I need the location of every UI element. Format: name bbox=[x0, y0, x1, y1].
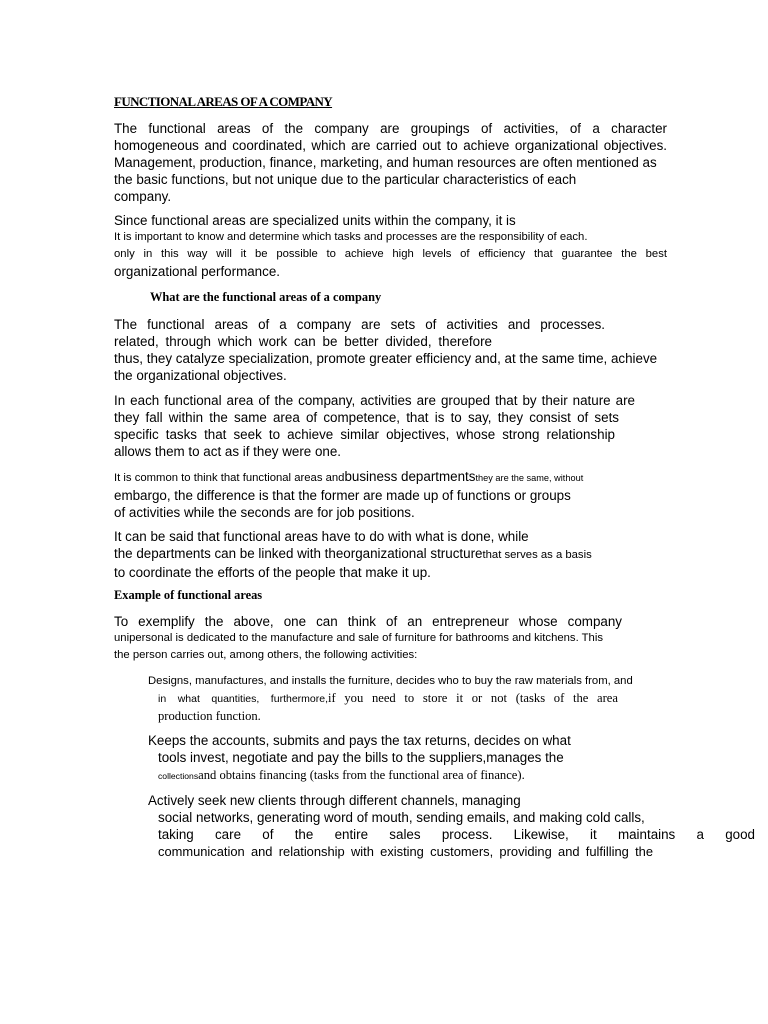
text-line: allows them to act as if they were one. bbox=[114, 444, 342, 459]
text-line: homogeneous and coordinated, which are carried out to achieve organizational objectives. bbox=[114, 138, 667, 153]
text-line: of activities while the seconds are for job positions. bbox=[114, 505, 415, 520]
text-run: that serves as a basis bbox=[482, 549, 592, 561]
text-line bbox=[136, 689, 655, 708]
text-run: business departments bbox=[344, 469, 476, 484]
text-line: Since functional areas are specialized units within the company, it is bbox=[114, 213, 516, 228]
text-run: It is common to think that functional areas and bbox=[114, 472, 345, 484]
text-line: organizational performance. bbox=[114, 264, 280, 279]
text-line: the organizational objectives. bbox=[114, 368, 287, 383]
text-line: thus, they catalyze specialization, promote greater efficiency and, at the same time, achieve bbox=[114, 351, 658, 366]
text-line bbox=[114, 545, 667, 564]
text-line bbox=[136, 673, 655, 689]
text-line: tools invest, negotiate and pay the bills to the suppliers,manages the bbox=[158, 750, 564, 765]
text-run: organizational structure bbox=[343, 546, 483, 561]
paragraph-what-is-done bbox=[114, 528, 667, 581]
text-line: The functional areas of the company are groupings of activities, of a character bbox=[114, 121, 667, 136]
text-line: company. bbox=[114, 189, 172, 204]
text-line: production function. bbox=[158, 709, 261, 723]
text-line: It can be said that functional areas have to do with what is done, while bbox=[114, 529, 529, 544]
paragraph-departments bbox=[114, 468, 667, 521]
text-line: communication and relationship with existing customers, providing and fulfilling the bbox=[158, 844, 653, 859]
text-run: if you need to store it or not (tasks of the area bbox=[328, 691, 618, 705]
section-heading-what-are bbox=[138, 290, 381, 305]
text-line: the person carries out, among others, the following activities: bbox=[114, 649, 418, 661]
document-title: FUNCTIONAL AREAS OF A COMPANY bbox=[114, 94, 333, 109]
text-line: to coordinate the efforts of the people that make it up. bbox=[114, 565, 431, 580]
text-line bbox=[136, 732, 655, 749]
section-heading-example: Example of functional areas bbox=[114, 588, 263, 602]
bullet-item-marketing bbox=[136, 792, 755, 860]
text-line: unipersonal is dedicated to the manufacture and sale of furniture for bathrooms and kitchens. This bbox=[114, 632, 603, 644]
text-line bbox=[136, 792, 655, 809]
text-run: Actively seek new clients through different channels, managing bbox=[148, 793, 521, 808]
text-run: in what quantities, furthermore, bbox=[158, 693, 328, 705]
text-run: Keeps the accounts, submits and pays the tax returns, decides on what bbox=[148, 733, 571, 748]
text-line: specific tasks that seek to achieve similar objectives, whose strong relationship bbox=[114, 427, 615, 442]
text-line: social networks, generating word of mouth, sending emails, and making cold calls, bbox=[158, 810, 645, 825]
paragraph-intro bbox=[114, 120, 667, 205]
paragraph-grouped-activities bbox=[114, 392, 667, 460]
bullet-item-finance bbox=[136, 732, 655, 785]
text-line: only in this way will it be possible to achieve high levels of efficiency that guarantee the best bbox=[114, 248, 667, 260]
text-line: taking care of the entire sales process. Likewise, it maintains a good bbox=[158, 827, 755, 842]
text-line: In each functional area of the company, activities are grouped that by their nature are bbox=[114, 393, 635, 408]
text-run: they are the same, without bbox=[475, 473, 584, 483]
heading-text: What are the functional areas of a company bbox=[150, 290, 382, 304]
text-run: Designs, manufactures, and installs the furniture, decides who to buy the raw materials from, and bbox=[148, 675, 633, 687]
text-line bbox=[136, 766, 655, 785]
text-run: and obtains financing (tasks from the functional area of finance). bbox=[198, 768, 525, 782]
paragraph-example-intro bbox=[114, 613, 667, 664]
text-line: embargo, the difference is that the former are made up of functions or groups bbox=[114, 488, 571, 503]
text-line bbox=[114, 468, 667, 487]
text-line: related, through which work can be better divided, therefore bbox=[114, 334, 492, 349]
text-line: It is important to know and determine which tasks and processes are the responsibility of each. bbox=[114, 231, 588, 243]
text-run: the departments can be linked with the bbox=[114, 546, 344, 561]
text-line: To exemplify the above, one can think of an entrepreneur whose company bbox=[114, 614, 622, 629]
text-line: The functional areas of a company are sets of activities and processes. bbox=[114, 317, 605, 332]
text-run: collections bbox=[158, 771, 199, 781]
bullet-item-production bbox=[136, 673, 655, 724]
paragraph-sets-of-activities bbox=[114, 316, 667, 384]
text-line: Management, production, finance, marketing, and human resources are often mentioned as bbox=[114, 155, 657, 170]
paragraph-specialized-units bbox=[114, 212, 667, 280]
text-line: they fall within the same area of competence, that is to say, they consist of sets bbox=[114, 410, 619, 425]
text-line: the basic functions, but not unique due to the particular characteristics of each bbox=[114, 172, 577, 187]
